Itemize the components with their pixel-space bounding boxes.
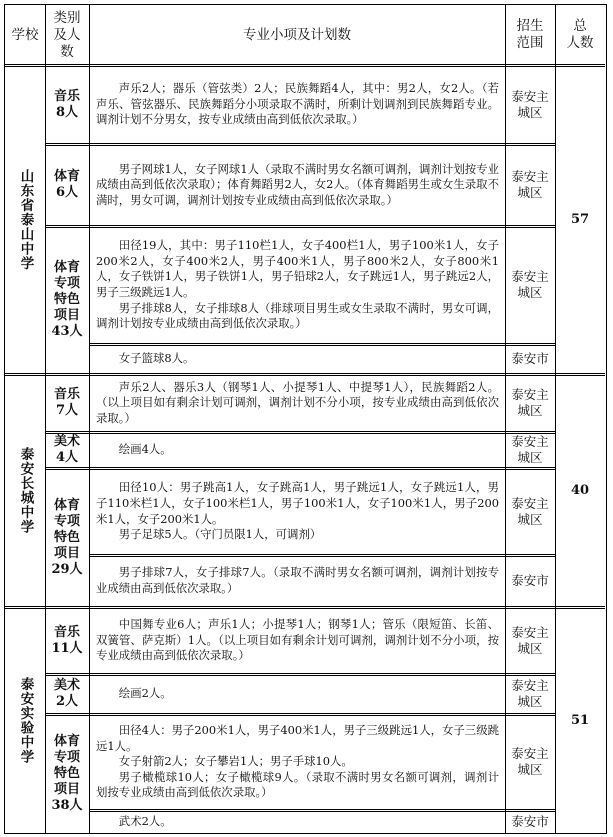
plan-paragraph: 声乐2人；器乐（管弦类）2人；民族舞蹈4人，其中：男2人，女2人。（若声乐、管弦器乐、民族舞蹈分小项录取不满时，所剩计划调剂到民族舞蹈专业。调剂计划不分男女，按专业成绩由高到低依次录取。） xyxy=(96,81,499,127)
region-line: 城区 xyxy=(517,694,543,709)
category-label: 美术 xyxy=(53,678,80,693)
category-label: 体育 xyxy=(53,260,80,275)
grid-line xyxy=(45,143,555,146)
category-count: 11人 xyxy=(51,640,83,656)
region-line: 泰安主 xyxy=(511,269,549,284)
school-total-value: 40 xyxy=(570,483,590,498)
header-category xyxy=(45,5,89,65)
category-pe-special xyxy=(45,468,89,607)
grid-line xyxy=(45,225,555,228)
grid-line xyxy=(45,5,46,833)
plan-detail xyxy=(89,144,505,226)
school-name-label: 山东省泰山中学 xyxy=(17,168,34,271)
school-name-label: 泰安实验中学 xyxy=(17,676,34,764)
plan-paragraph: 绘画2人。 xyxy=(118,686,172,701)
region-line: 泰安主 xyxy=(511,387,549,402)
plan-detail xyxy=(89,810,505,833)
region-line: 泰安主 xyxy=(511,434,549,449)
category-count: 6人 xyxy=(55,185,79,200)
plan-paragraph: 田径10人：男子跳高1人，女子跳高1人，男子跳远1人，女子跳远1人，男子110米栏1人，女子100米栏1人，男子100米1人，女子100米1人，男子200米1人，女子200米1人。 xyxy=(96,480,499,526)
header-category-line-3: 数 xyxy=(60,43,74,60)
category-count: 38人 xyxy=(51,797,83,813)
enrollment-region xyxy=(505,374,555,432)
category-label: 特色 xyxy=(53,765,80,781)
plan-detail xyxy=(89,555,505,607)
enrollment-region xyxy=(505,65,555,144)
header-school-label: 学校 xyxy=(11,26,39,43)
header-region xyxy=(505,5,555,65)
category-count: 2人 xyxy=(55,694,79,709)
category-label: 体育 xyxy=(53,497,80,513)
region-line: 城区 xyxy=(517,285,543,300)
category-count: 7人 xyxy=(55,403,79,418)
category-label: 项目 xyxy=(53,308,80,323)
category-count: 4人 xyxy=(55,450,79,465)
enrollment-region xyxy=(505,607,555,674)
plan-paragraph: 绘画4人。 xyxy=(118,442,172,457)
category-label: 美术 xyxy=(53,434,80,449)
plan-paragraph: 武术2人。 xyxy=(118,813,172,828)
category-label: 体育 xyxy=(53,733,80,749)
header-total-line-1: 总 xyxy=(573,18,587,34)
grid-line xyxy=(5,64,605,67)
school-total-value: 51 xyxy=(570,712,590,728)
enrollment-region xyxy=(505,226,555,344)
school-name-label: 泰安长城中学 xyxy=(17,447,34,534)
region-line: 泰安市 xyxy=(511,351,549,366)
category-label: 专项 xyxy=(53,513,80,529)
school-total-changcheng xyxy=(555,374,605,607)
category-label: 体育 xyxy=(53,169,80,184)
header-total xyxy=(555,5,605,65)
region-line: 城区 xyxy=(517,104,543,120)
plan-paragraph: 男子橄榄球10人；女子橄榄球9人。（录取不满时男女名额可调剂，调剂计划按专业成绩由高到低依次录取。） xyxy=(96,769,499,800)
grid-line xyxy=(555,5,556,833)
category-count: 43人 xyxy=(51,324,83,339)
grid-line xyxy=(89,554,555,557)
header-region-line-2: 范围 xyxy=(516,35,544,51)
plan-paragraph: 中国舞专业6人；声乐1人；小提琴1人；钢琴1人；管乐（限短笛、长笛、双簧管、萨克斯）1人。（以上项目如有剩余计划可调剂，调剂计划不分小项，按专业成绩由高到低依次录取。） xyxy=(96,617,499,663)
plan-paragraph: 田径4人：男子200米1人，男子400米1人，男子三级跳远1人，女子三级跳远1人。 xyxy=(96,723,499,753)
plan-detail xyxy=(89,344,505,374)
category-count: 29人 xyxy=(51,561,83,577)
category-count: 8人 xyxy=(55,104,79,120)
school-name-taishan xyxy=(5,65,45,374)
enrollment-plan-table xyxy=(4,4,607,834)
region-line: 泰安市 xyxy=(511,813,549,829)
plan-detail xyxy=(89,226,505,344)
plan-paragraph: 男子排球8人，女子排球8人（排球项目男生或女生录取不满时，男女可调，调剂计划按专业成绩由高到低依次录取。） xyxy=(96,300,499,331)
enrollment-region xyxy=(505,468,555,555)
header-region-line-1: 招生 xyxy=(516,18,544,34)
category-label: 特色 xyxy=(53,292,80,307)
plan-paragraph: 田径19人，其中：男子110栏1人，女子400栏1人，男子100米1人，女子200米2人，女子400米2人，男子400米1人，男子800米2人，女子800米1人，女子铁饼1人，男子铁饼1人，男子铅球2人，女子跳远1人，男子跳远2人，男子三级跳远1人。 xyxy=(96,238,499,299)
school-total-taishan xyxy=(555,65,605,374)
region-line: 泰安主 xyxy=(511,169,549,184)
header-category-line-1: 类别 xyxy=(53,9,81,26)
grid-line xyxy=(5,606,605,609)
plan-detail xyxy=(89,607,505,674)
plan-detail xyxy=(89,374,505,432)
grid-line xyxy=(89,809,555,812)
plan-paragraph: 女子射箭2人；女子攀岩1人；男子手球10人。 xyxy=(118,754,353,769)
category-music xyxy=(45,374,89,432)
region-line: 城区 xyxy=(517,450,543,465)
category-label: 特色 xyxy=(53,529,80,545)
grid-line xyxy=(5,373,605,376)
category-label: 音乐 xyxy=(53,88,80,104)
header-category-line-2: 及人 xyxy=(53,26,81,43)
plan-detail xyxy=(89,432,505,468)
enrollment-region xyxy=(505,432,555,468)
school-name-shiyan xyxy=(5,607,45,833)
region-line: 城区 xyxy=(517,511,543,527)
plan-paragraph: 男子排球7人，女子排球7人。（录取不满时男女名额可调剂，调剂计划按专业成绩由高到低依次录取。） xyxy=(96,565,499,595)
plan-detail xyxy=(89,674,505,714)
category-label: 专项 xyxy=(53,276,80,291)
enrollment-region xyxy=(505,555,555,607)
header-items xyxy=(89,5,505,65)
category-label: 音乐 xyxy=(53,387,80,402)
grid-line xyxy=(89,5,90,833)
category-label: 项目 xyxy=(53,545,80,561)
category-music xyxy=(45,607,89,674)
grid-line xyxy=(45,467,555,470)
region-line: 泰安主 xyxy=(511,746,549,761)
plan-detail xyxy=(89,714,505,810)
grid-line xyxy=(45,673,555,676)
grid-line xyxy=(45,713,555,716)
plan-paragraph: 女子篮球8人。 xyxy=(118,351,195,366)
school-name-changcheng xyxy=(5,374,45,607)
region-line: 城区 xyxy=(517,640,543,656)
category-art xyxy=(45,432,89,468)
category-label: 专项 xyxy=(53,749,80,765)
category-pe-special xyxy=(45,714,89,833)
enrollment-region xyxy=(505,344,555,374)
category-pe-special xyxy=(45,226,89,374)
school-total-shiyan xyxy=(555,607,605,833)
plan-paragraph: 声乐2人、器乐3人（钢琴1人、小提琴1人、中提琴1人），民族舞蹈2人。（以上项目如有剩余计划可调剂，调剂计划不分小项，按专业成绩由高到低依次录取。） xyxy=(96,379,499,425)
category-music xyxy=(45,65,89,144)
header-total-line-2: 人数 xyxy=(566,35,594,51)
school-total-value: 57 xyxy=(570,212,590,227)
plan-paragraph: 男子网球1人，女子网球1人（录取不满时男女名额可调剂，调剂计划按专业成绩由高到低依次录取）；体育舞蹈男2人，女2人。（体育舞蹈男生或女生录取不满时，男女可调，调剂计划按专业成绩由高到低依次录取。） xyxy=(96,161,499,207)
region-line: 泰安主 xyxy=(511,495,549,511)
category-label: 项目 xyxy=(53,781,80,797)
plan-detail xyxy=(89,468,505,555)
category-label: 音乐 xyxy=(53,624,80,640)
region-line: 泰安主 xyxy=(511,678,549,693)
category-pe xyxy=(45,144,89,226)
grid-line xyxy=(45,431,555,434)
grid-line xyxy=(505,5,506,833)
enrollment-region xyxy=(505,674,555,714)
region-line: 泰安市 xyxy=(511,573,549,588)
enrollment-region xyxy=(505,810,555,833)
region-line: 泰安主 xyxy=(511,624,549,640)
plan-detail xyxy=(89,65,505,144)
plan-paragraph: 男子足球5人。（守门员限1人，可调剂） xyxy=(118,527,322,542)
enrollment-region xyxy=(505,144,555,226)
region-line: 泰安主 xyxy=(511,88,549,104)
enrollment-region xyxy=(505,714,555,810)
category-art xyxy=(45,674,89,714)
header-school xyxy=(5,5,45,65)
region-line: 城区 xyxy=(517,403,543,418)
header-items-label: 专业小项及计划数 xyxy=(243,26,351,43)
region-line: 城区 xyxy=(517,185,543,200)
region-line: 城区 xyxy=(517,762,543,777)
grid-line xyxy=(89,343,555,346)
